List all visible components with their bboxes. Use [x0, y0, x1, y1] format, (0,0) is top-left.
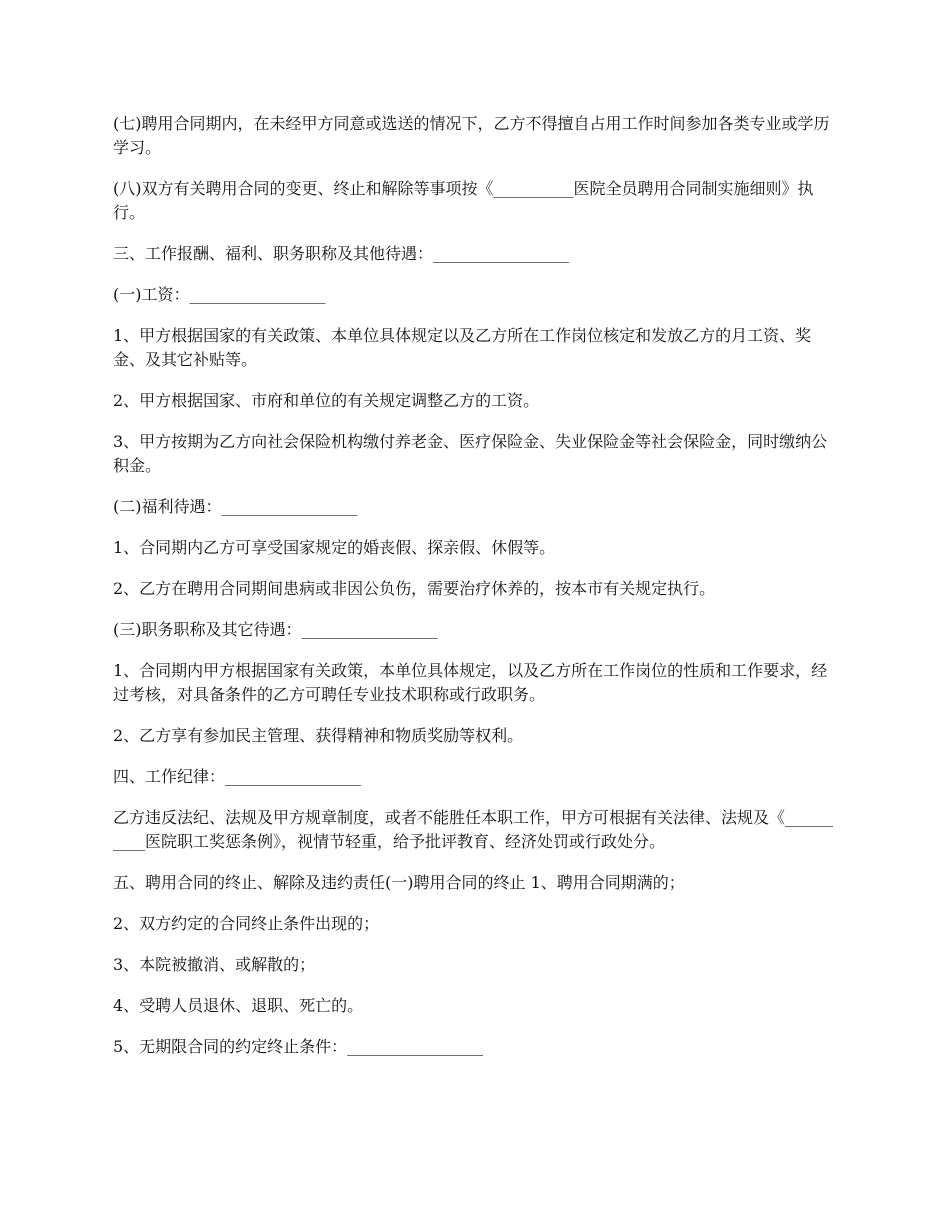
termination-item-3: 3、本院被撤消、或解散的；	[113, 955, 316, 974]
termination-item-4: 4、受聘人员退休、退职、死亡的。	[113, 996, 364, 1015]
document-body	[113, 112, 840, 1076]
salary-item-1: 1、甲方根据国家的有关政策、本单位具体规定以及乙方所在工作岗位核定和发放乙方的月工资、奖金、及其它补贴等。	[113, 326, 812, 369]
welfare-item-2: 2、乙方在聘用合同期间患病或非因公负伤，需要治疗休养的，按本市有关规定执行。	[113, 579, 716, 598]
subsection-salary-heading: (一)工资：_________________	[113, 285, 326, 304]
salary-item-2: 2、甲方根据国家、市府和单位的有关规定调整乙方的工资。	[113, 391, 540, 410]
title-item-1: 1、合同期内甲方根据国家有关政策，本单位具体规定，以及乙方所在工作岗位的性质和工作要求，经过考核，对具备条件的乙方可聘任专业技术职称或行政职务。	[113, 661, 828, 704]
subsection-welfare-heading: (二)福利待遇：_________________	[113, 497, 358, 516]
clause-7-study-restriction: (七)聘用合同期内，在未经甲方同意或选送的情况下，乙方不得擅自占用工作时间参加各类专业或学历学习。	[113, 114, 830, 157]
section-4-heading: 四、工作纪律：_________________	[113, 767, 362, 786]
discipline-paragraph: 乙方违反法纪、法规及甲方规章制度，或者不能胜任本职工作，甲方可根据有关法律、法规及《__________医院职工奖惩条例》，视情节轻重，给予批评教育、经济处罚或行政处分。	[113, 808, 834, 851]
title-item-2: 2、乙方享有参加民主管理、获得精神和物质奖励等权利。	[113, 726, 524, 745]
clause-8-contract-changes: (八)双方有关聘用合同的变更、终止和解除等事项按《__________医院全员聘用合同制实施细则》执行。	[113, 179, 814, 222]
welfare-item-1: 1、合同期内乙方可享受国家规定的婚丧假、探亲假、休假等。	[113, 538, 556, 557]
section-5-heading: 五、聘用合同的终止、解除及违约责任(一)聘用合同的终止 1、聘用合同期满的；	[113, 873, 685, 892]
subsection-title-heading: (三)职务职称及其它待遇：_________________	[113, 620, 438, 639]
termination-item-5: 5、无期限合同的约定终止条件：_________________	[113, 1037, 484, 1056]
section-3-heading: 三、工作报酬、福利、职务职称及其他待遇：_________________	[113, 244, 570, 263]
termination-item-2: 2、双方约定的合同终止条件出现的；	[113, 914, 380, 933]
salary-item-3: 3、甲方按期为乙方向社会保险机构缴付养老金、医疗保险金、失业保险金等社会保险金，同时缴纳公积金。	[113, 432, 828, 475]
